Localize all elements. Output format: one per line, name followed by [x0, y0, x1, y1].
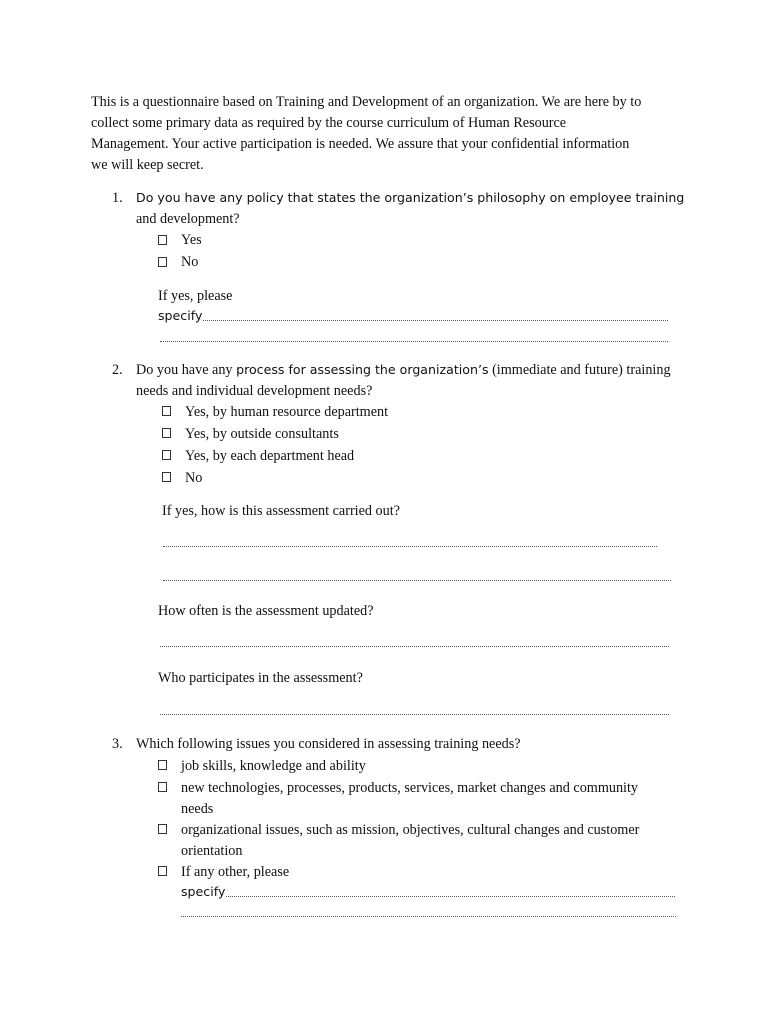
q2-option-no-label: No [185, 470, 203, 486]
q2-followup-often-label: How often is the assessment updated? [158, 603, 374, 619]
q3-text-line-1: Which following issues you considered in assessing training needs? [136, 736, 521, 752]
q2-option-dept-head-label: Yes, by each department head [185, 448, 355, 464]
q1-specify-label: specify [158, 308, 203, 323]
q2-option-hr-checkbox[interactable] [162, 406, 171, 416]
q3-other-answer-line-2[interactable] [181, 916, 676, 917]
q2-text-line-1 [136, 360, 671, 380]
q1-yes-label: Yes [181, 232, 202, 248]
q3-option-other-checkbox[interactable] [158, 866, 167, 876]
q2-number: 2. [112, 362, 123, 378]
q2-how-answer-line-1[interactable] [163, 546, 657, 547]
q1-specify-answer-line[interactable] [203, 320, 668, 321]
q2-text-part-c: (immediate and future) training [488, 362, 671, 378]
q2-how-answer-line-2[interactable] [163, 580, 671, 581]
q2-who-answer-line[interactable] [160, 714, 669, 715]
q3-option-org-label-1: organizational issues, such as mission, objectives, cultural changes and customer [181, 822, 640, 838]
q3-other-answer-line-1[interactable] [226, 896, 675, 897]
q2-followup-who-label: Who participates in the assessment? [158, 670, 363, 686]
intro-line-1: This is a questionnaire based on Training and Development of an organization. We are here by to [91, 94, 642, 110]
q1-followup-label: If yes, please [158, 288, 233, 304]
q2-option-no-checkbox[interactable] [162, 472, 171, 482]
q1-specify-answer-line-2[interactable] [160, 341, 668, 342]
q1-number: 1. [112, 190, 123, 206]
q3-option-other-label: If any other, please [181, 864, 290, 880]
q3-option-skills-label: job skills, knowledge and ability [181, 758, 366, 774]
q2-often-answer-line[interactable] [160, 646, 669, 647]
q3-option-tech-label-1: new technologies, processes, products, services, market changes and community [181, 780, 639, 796]
q2-option-consultants-checkbox[interactable] [162, 428, 171, 438]
q3-option-org-checkbox[interactable] [158, 824, 167, 834]
q1-no-label: No [181, 254, 199, 270]
q3-number: 3. [112, 736, 123, 752]
intro-line-2: collect some primary data as required by the course curriculum of Human Resource [91, 115, 567, 131]
q1-text-line-2: and development? [136, 211, 240, 227]
intro-line-3: Management. Your active participation is needed. We assure that your confidential information [91, 136, 630, 152]
q2-text-part-a: Do you have any [136, 362, 237, 378]
q2-text-line-2: needs and individual development needs? [136, 383, 373, 399]
q3-option-org-label-2: orientation [181, 843, 243, 859]
q2-followup-how-label: If yes, how is this assessment carried out? [162, 503, 400, 519]
q3-other-specify-label: specify [181, 884, 226, 899]
q3-option-skills-checkbox[interactable] [158, 760, 167, 770]
q2-text-part-b: process for assessing the organization’s [236, 362, 489, 377]
q2-option-dept-head-checkbox[interactable] [162, 450, 171, 460]
q3-option-tech-label-2: needs [181, 801, 214, 817]
q1-no-checkbox[interactable] [158, 257, 167, 267]
q3-option-tech-checkbox[interactable] [158, 782, 167, 792]
intro-line-4: we will keep secret. [91, 157, 204, 173]
q1-text-line-1: Do you have any policy that states the organization’s philosophy on employee training [136, 190, 685, 205]
q2-option-consultants-label: Yes, by outside consultants [185, 426, 339, 442]
q1-yes-checkbox[interactable] [158, 235, 167, 245]
q2-option-hr-label: Yes, by human resource department [185, 404, 389, 420]
